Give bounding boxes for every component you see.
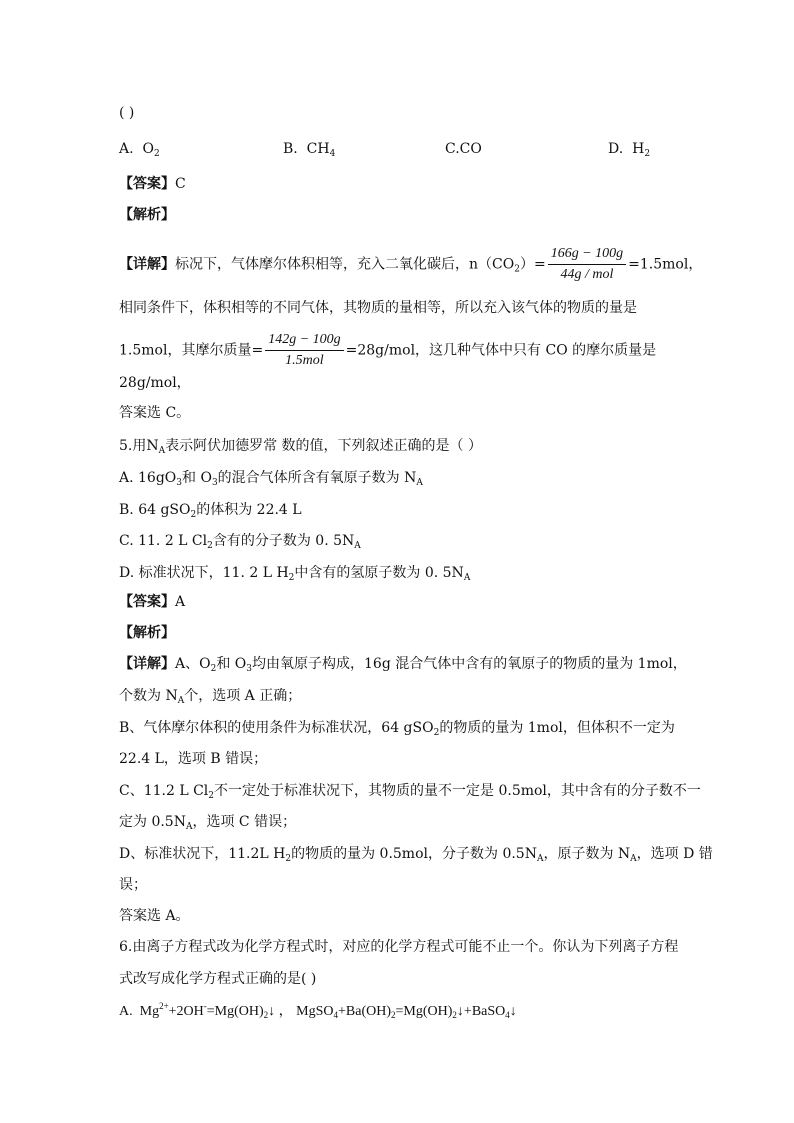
q4-option-d: D. $H_2$: [608, 141, 651, 159]
q5-detail-line8: 误；: [119, 877, 147, 893]
q4-option-b: B. $CH_4$: [283, 141, 336, 159]
q5-option-a: A. $16gO_3$和 $O_3$的混合气体所含有氧原子数为 $N_A$: [119, 470, 423, 488]
q6-option-a: A. $Mg^{2+}+2OH^-=Mg(OH)_2↓$ ， $MgSO_4+Ba(OH)_2=Mg(OH)_2↓+BaSO_4↓$: [119, 1001, 517, 1020]
q5-option-d: D. 标准状况下，11. 2 L $H_2$中含有的氢原子数为 0. $5N_A$: [119, 565, 471, 583]
q4-analysis-tag: 【解析】: [119, 207, 175, 223]
q5-detail-line4: 22.4 L，选项 B 错误；: [119, 751, 268, 767]
q5-analysis-tag: 【解析】: [119, 625, 175, 641]
q5-detail-line7: D、标准状况下，11.2L $H_2$的物质的量为 0.5mol，分子数为 $0.5N_A$，原子数为 $N_A$，选项 D 错: [119, 846, 713, 864]
q4-detail-line1: 【详解】标况下，气体摩尔体积相等，充入二氧化碳后，$n(CO_2)=$ $\frac{166g - 100g}{\text{44g / mol}}$ =1.5mol，: [119, 246, 703, 282]
q5-option-b: B. 64 gSO$_2$的体积为 22.4 L: [119, 502, 302, 520]
q6-stem-line2: 式改写成化学方程式正确的是( ): [119, 971, 317, 987]
q5-detail-line3: B、气体摩尔体积的使用条件为标准状况，64 gSO$_2$的物质的量为 1mol，但体积不一定为: [119, 720, 675, 738]
fraction-co2-moles: $\frac{166g - 100g}{\text{44g / mol}}$: [548, 246, 626, 283]
q5-answer: 【答案】A: [119, 594, 186, 610]
q4-detail-line4: 28g/mol，: [119, 375, 191, 391]
q5-option-c: C. 11. 2 L $Cl_2$含有的分子数为 0. $5N_A$: [119, 533, 361, 551]
q6-stem-line1: 6.由离子方程式改为化学方程式时，对应的化学方程式可能不止一个。你认为下列离子方程: [119, 939, 679, 955]
q4-option-c: C.CO: [445, 141, 482, 157]
q4-option-a: A. $O_2$: [119, 141, 160, 159]
q5-conclusion: 答案选 A。: [119, 908, 190, 924]
fraction-molar-mass: $\frac{142g - 100g}{\text{1.5mol}}$: [265, 332, 343, 369]
q4-answer: 【答案】C: [119, 176, 186, 192]
q5-detail-line1: 【详解】A、$O_2$和 $O_3$均由氧原子构成，16g 混合气体中含有的氧原子的物质的量为 1mol，: [119, 656, 687, 674]
q5-stem: 5.用$N_A$表示阿伏加德罗常 数的值，下列叙述正确的是（ ）: [119, 438, 483, 456]
q4-paren: ( ): [119, 105, 135, 121]
q4-detail-line3: 1.5mol，其摩尔质量= $\frac{142g - 100g}{\text{1.5mol}}$ =28g/mol，这几种气体中只有 CO 的摩尔质量是: [119, 332, 657, 368]
q5-detail-line6: 定为 $0.5N_A$，选项 C 错误；: [119, 814, 297, 832]
q5-detail-line5: C、11.2 L $Cl_2$不一定处于标准状况下，其物质的量不一定是 0.5mol，其中含有的分子数不一: [119, 783, 701, 801]
q5-detail-line2: 个数为 $N_A$个，选项 A 正确；: [119, 688, 302, 706]
q4-detail-line2: 相同条件下，体积相等的不同气体，其物质的量相等，所以充入该气体的物质的量是: [119, 300, 637, 316]
q4-conclusion: 答案选 C。: [119, 405, 191, 421]
